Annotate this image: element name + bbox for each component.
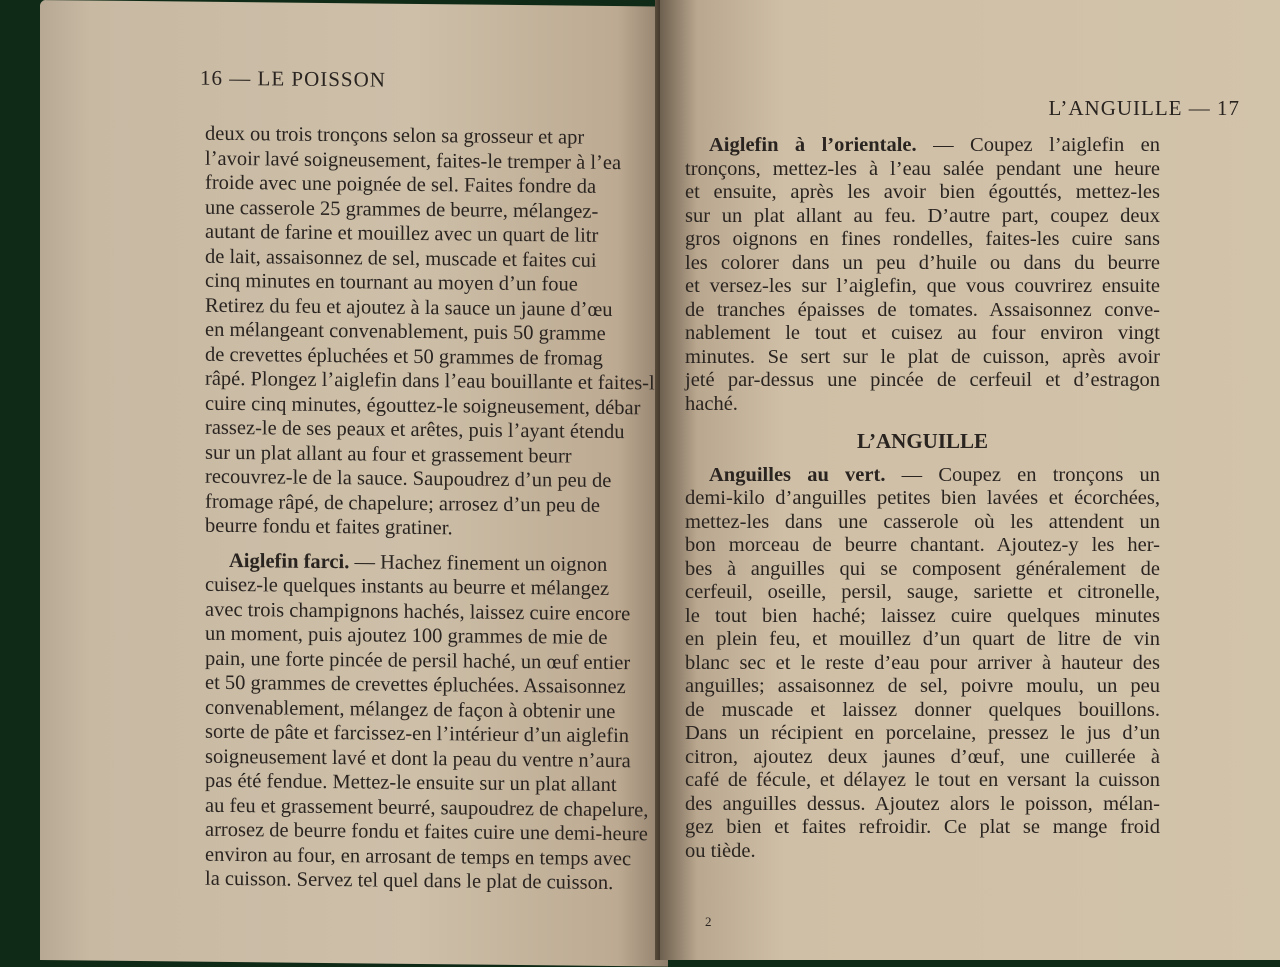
paragraph: [205, 122, 655, 543]
text-line: [205, 867, 655, 896]
line-text: et versez-les sur l’aiglefin, que vous couvrirez ensuite: [685, 275, 1160, 297]
page-header: L’ANGUILLE — 17: [1048, 96, 1240, 120]
recipe-title: Aiglefin farci.: [229, 549, 350, 573]
text-line: [685, 158, 1160, 182]
left-page: [40, 0, 668, 967]
page-body: [685, 134, 1160, 863]
line-text: cerfeuil, oseille, persil, sauge, sariette et citronelle,: [685, 581, 1160, 603]
line-text: cinq minutes en tournant au moyen d’un foue: [205, 269, 578, 296]
line-text: gros oignons en fines rondelles, faites-les cuire sans: [685, 228, 1160, 250]
line-text: pas été fendue. Mettez-le ensuite sur un plat allant: [205, 769, 617, 797]
text-line: [685, 793, 1160, 817]
text-line: [685, 746, 1160, 770]
text-line: [685, 699, 1160, 723]
line-text: l’avoir lavé soigneusement, faites-le tremper à l’ea: [205, 147, 622, 174]
text-line: [685, 816, 1160, 840]
text-line: [685, 205, 1160, 229]
text-line: [685, 628, 1160, 652]
text-line: [685, 393, 1160, 417]
line-text: et ensuite, après les avoir bien égouttés, mettez-les: [685, 181, 1160, 203]
text-line: [685, 675, 1160, 699]
line-text: avec trois champignons hachés, laissez cuire encore: [205, 598, 631, 625]
line-text: sorte de pâte et farcissez-en l’intérieur d’un aiglefin: [205, 720, 630, 748]
line-text: citron, ajoutez deux jaunes d’œuf, une cuillerée à: [685, 745, 1160, 768]
line-text: en plein feu, et mouillez d’un quart de litre de vin: [685, 628, 1160, 650]
line-text: — Hachez finement un oignon: [349, 550, 608, 576]
line-text: et 50 grammes de crevettes épluchées. Assaisonnez: [205, 671, 626, 699]
line-text: recouvrez-le de la sauce. Saupoudrez d’un peu de: [205, 465, 612, 492]
text-line: [685, 275, 1160, 299]
line-text: un moment, puis ajoutez 100 grammes de mie de: [205, 622, 608, 649]
line-text: mettez-les dans une casserole où les attendent un: [685, 510, 1160, 533]
paragraph-aiglefin-orientale: [685, 134, 1160, 416]
line-text: la cuisson. Servez tel quel dans le plat de cuisson.: [205, 867, 614, 895]
line-text: cuire cinq minutes, égouttez-le soigneusement, débar: [205, 392, 641, 419]
line-text: anguilles; assaisonnez de sel, poivre moulu, un peu: [685, 675, 1160, 697]
line-text: Dans un récipient en porcelaine, pressez le jus d’un: [685, 722, 1160, 744]
text-line: [685, 534, 1160, 558]
line-text: convenablement, mélangez de façon à obtenir une: [205, 696, 616, 723]
line-text: deux ou trois tronçons selon sa grosseur et apr: [205, 122, 585, 149]
line-text: beurre fondu et faites gratiner.: [205, 514, 453, 540]
text-line: [685, 134, 1160, 158]
recipe-title: Aiglefin à l’orientale.: [709, 134, 917, 156]
line-text: bon morceau de beurre chantant. Ajoutez-y les her-: [685, 534, 1160, 556]
line-text: tronçons, mettez-les à l’eau salée pendant une heure: [685, 157, 1160, 180]
line-text: sur un plat allant au four et grassement beurr: [205, 441, 572, 468]
line-text: en mélangeant convenablement, puis 50 gramme: [205, 318, 606, 345]
paragraph-anguilles-au-vert: [685, 464, 1160, 864]
line-text: fromage râpé, de chapelure; arrosez d’un peu de: [205, 490, 600, 517]
text-line: [685, 581, 1160, 605]
signature-mark: 2: [705, 914, 712, 929]
right-page: [660, 0, 1280, 960]
line-text: de crevettes épluchées et 50 grammes de fromag: [205, 343, 603, 370]
line-text: haché.: [685, 392, 738, 415]
line-text: minutes. Se sert sur le plat de cuisson, après avoir: [685, 345, 1160, 368]
text-line: [685, 464, 1160, 488]
line-text: de tranches épaisses de tomates. Assaisonnez conve-: [685, 298, 1160, 321]
text-line: [685, 558, 1160, 582]
line-text: café de fécule, et délayez le tout en versant la cuisson: [685, 769, 1160, 791]
page-body: [205, 122, 655, 896]
line-text: blanc sec et le reste d’eau pour arriver à hauteur des: [685, 651, 1160, 674]
text-line: [685, 322, 1160, 346]
line-text: autant de farine et mouillez avec un quart de litr: [205, 220, 599, 247]
text-line: [685, 840, 1160, 864]
line-text: de muscade et laissez donner quelques bouillons.: [685, 698, 1160, 721]
line-text: une casserole 25 grammes de beurre, mélangez-: [205, 196, 599, 223]
paragraph-aiglefin-farci: [205, 548, 655, 896]
line-text: gez bien et faites refroidir. Ce plat se mange froid: [685, 816, 1160, 838]
line-text: arrosez de beurre fondu et faites cuire une demi-heure: [205, 818, 648, 846]
page-header: 16 — LE POISSON: [200, 65, 386, 92]
line-text: bes à anguilles qui se composent généralement de: [685, 557, 1160, 580]
line-text: sur un plat allant au feu. D’autre part, coupez deux: [685, 204, 1160, 227]
line-text: demi-kilo d’anguilles petites bien lavées et écorchées,: [685, 487, 1160, 509]
line-text: jeté par-dessus une pincée de cerfeuil et d’estragon: [685, 369, 1160, 391]
text-line: [685, 722, 1160, 746]
line-text: rassez-le de ses peaux et arêtes, puis l’ayant étendu: [205, 416, 625, 444]
text-line: [685, 228, 1160, 252]
text-line: [685, 299, 1160, 323]
line-text: au feu et grassement beurré, saupoudrez de chapelure,: [205, 794, 649, 821]
line-text: — Coupez l’aiglefin en: [916, 134, 1160, 156]
text-line: [685, 511, 1160, 535]
text-line: [685, 487, 1160, 511]
text-line: [685, 252, 1160, 276]
section-title: L’ANGUILLE: [856, 429, 989, 453]
line-text: froide avec une poignée de sel. Faites fondre da: [205, 171, 597, 198]
text-line: [685, 605, 1160, 629]
text-line: [205, 514, 655, 543]
line-text: pain, une forte pincée de persil haché, un œuf entier: [205, 647, 631, 674]
line-text: soigneusement lavé et dont la peau du ventre n’aura: [205, 745, 631, 772]
line-text: de lait, assaisonnez de sel, muscade et faites cui: [205, 245, 597, 272]
line-text: Retirez du feu et ajoutez à la sauce un jaune d’œu: [205, 294, 613, 321]
recipe-title: Anguilles au vert.: [709, 463, 886, 486]
line-text: environ au four, en arrosant de temps en temps avec: [205, 843, 632, 870]
line-text: râpé. Plongez l’aiglefin dans l’eau bouillante et faites-l: [205, 367, 655, 395]
text-line: [685, 369, 1160, 393]
line-text: cuisez-le quelques instants au beurre et mélangez: [205, 573, 610, 600]
line-text: les colorer dans un peu d’huile ou dans du beurre: [685, 251, 1160, 274]
line-text: ou tiède.: [685, 839, 756, 862]
text-line: [685, 181, 1160, 205]
text-line: [685, 652, 1160, 676]
line-text: le tout bien haché; laissez cuire quelques minutes: [685, 604, 1160, 627]
line-text: nablement le tout et cuisez au four environ vingt: [685, 322, 1160, 344]
line-text: des anguilles dessus. Ajoutez alors le poisson, mélan-: [685, 792, 1160, 815]
text-line: [685, 346, 1160, 370]
text-line: [685, 769, 1160, 793]
line-text: — Coupez en tronçons un: [885, 463, 1160, 486]
